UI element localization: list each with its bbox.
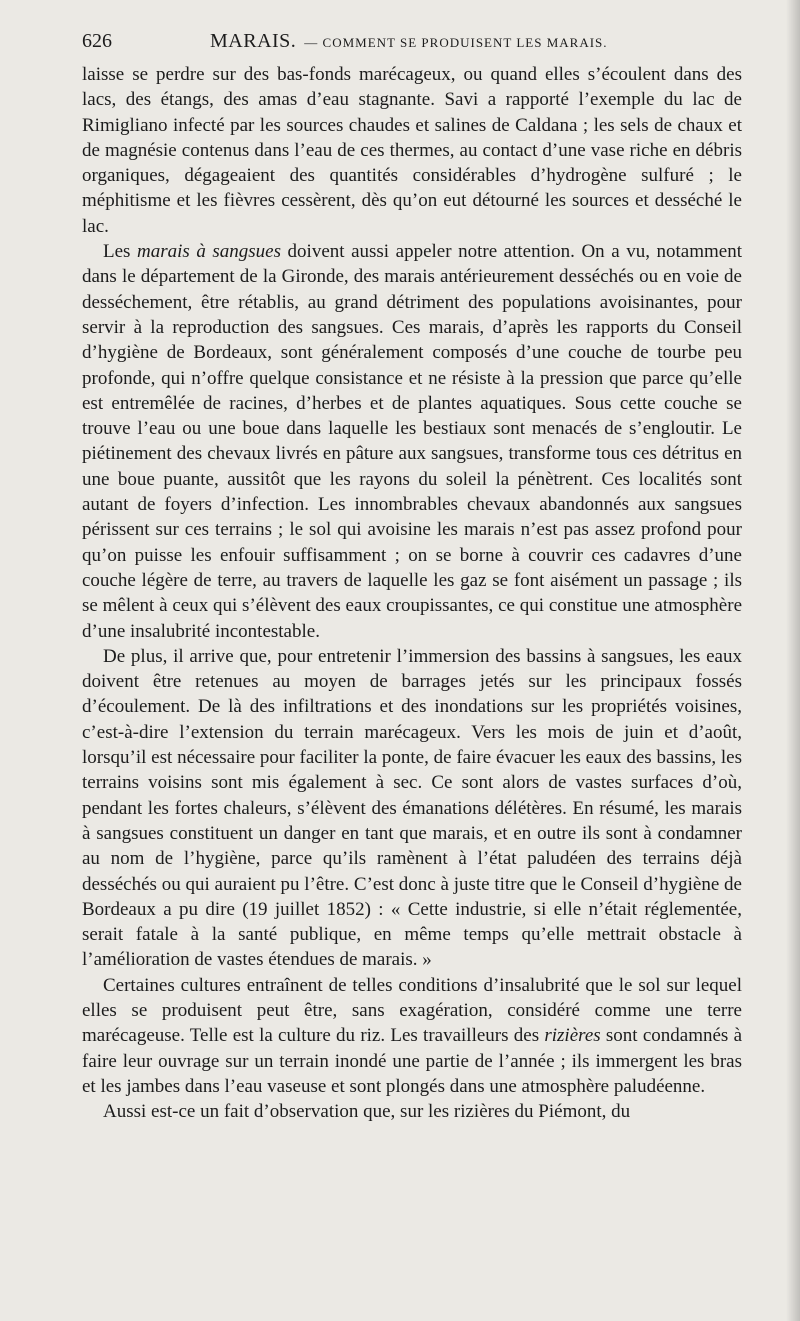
running-head [210, 30, 608, 53]
paragraph-italic-term: marais à sangsues [136, 241, 281, 263]
paragraph-text: laisse se perdre sur des bas-fonds marécageux, ou quand elles s’écoulent dans des lacs, des étangs, des amas d’eau stagnante. Savi a rapporté l’exemple du lac de Rimigliano infecté par les sources chaudes et salines de Caldana ; les sels de chaux et de magnésie contenus dans l’eau de ces thermes, au contact d’une vase riche en débris organiques, dégageaient des quantités considérables d’hydrogène sulfuré ; le méphitisme et les fièvres cessèrent, dès qu’on eut détourné les sources et desséché le lac. [82, 64, 742, 237]
page-number: 626 [82, 30, 112, 52]
paragraph-text: Aussi est-ce un fait d’observation que, sur les rizières du Piémont, du [103, 1101, 631, 1123]
paragraph-4 [82, 973, 742, 1099]
paragraph-text: doivent aussi appeler notre attention. On a vu, notamment dans le département de la Gironde, des marais antérieurement desséchés ou en voie de desséchement, être rétablis, au grand détriment des populations avoisinantes, pour servir à la reproduction des sangsues. Ces marais, d’après les rapports du Conseil d’hygiène de Bordeaux, sont généralement composés d’une couche de tourbe peu profonde, qui n’offre quelque consistance et ne résiste à la pression que parce qu’elle est entremêlée de racines, d’herbes et de plantes aquatiques. Sous cette couche se trouve l’eau ou une boue dans laquelle les bestiaux sont menacés de s’engloutir. Le piétinement des chevaux livrés en pâture aux sangsues, transforme tous ces détritus en une boue puante, aussitôt que les rayons du soleil la pénètrent. Ces localités sont autant de foyers d’infection. Les innombrables chevaux abandonnés aux sangsues périssent sur ces terrains ; le sol qui avoisine les marais n’est pas assez profond pour qu’on puisse les enfouir suffisamment ; on se borne à couvrir ces cadavres d’une couche légère de terre, au travers de laquelle les gaz se font aisément un passage ; ils se mêlent à ceux qui s’élèvent des eaux croupissantes, ce qui constitue une atmosphère d’une insalubrité incontestable. [82, 241, 742, 642]
running-header [82, 30, 742, 60]
paragraph-text: sont condamnés à faire leur ouvrage sur un terrain inondé une partie de l’année ; ils immergent les bras et les jambes dans l’eau vaseuse et sont plongés dans une atmosphère paludéenne. [82, 1025, 743, 1097]
paragraph-italic-term: rizières [544, 1025, 601, 1047]
paragraph-1 [82, 62, 742, 239]
body-text [82, 62, 742, 1124]
running-head-subtitle: — COMMENT SE PRODUISENT LES MARAIS. [304, 35, 608, 50]
page-gutter-shadow [786, 0, 800, 1321]
paragraph-text: De plus, il arrive que, pour entretenir l’immersion des bassins à sangsues, les eaux doivent être retenues au moyen de barrages jetés sur les principaux fossés d’écoulement. De là des infiltrations et des inondations sur les propriétés voisines, c’est-à-dire l’extension du terrain marécageux. Vers les mois de juin et d’août, lorsqu’il est nécessaire pour faciliter la ponte, de faire évacuer les eaux des bassins, les terrains voisins sont mis également à sec. Ce sont alors de vastes surfaces d’où, pendant les fortes chaleurs, s’élèvent des émanations délétères. En résumé, les marais à sangsues constituent un danger en tant que marais, et en outre ils sont à condamner au nom de l’hygiène, parce qu’ils ramènent à l’état paludéen des terrains déjà desséchés ou qui auraient pu l’être. C’est donc à juste titre que le Conseil d’hygiène de Bordeaux a pu dire (19 juillet 1852) : « Cette industrie, si elle n’était réglementée, serait fatale à la santé publique, en même temps qu’elle mettrait obstacle à l’amélioration de vastes étendues de marais. » [82, 645, 742, 971]
paragraph-lead: Certaines cultures entraînent de telles conditions d’insalubrité que le sol sur lequel elles se produisent peut être, sans exagération, considéré comme une terre marécageuse. Telle est la culture du riz. Les travailleurs des [82, 974, 742, 1047]
running-head-title: MARAIS. [210, 30, 297, 52]
paragraph-5 [82, 1099, 742, 1124]
paragraph-2 [82, 239, 742, 644]
paragraph-3 [82, 644, 742, 973]
paragraph-lead: Les [103, 241, 137, 263]
